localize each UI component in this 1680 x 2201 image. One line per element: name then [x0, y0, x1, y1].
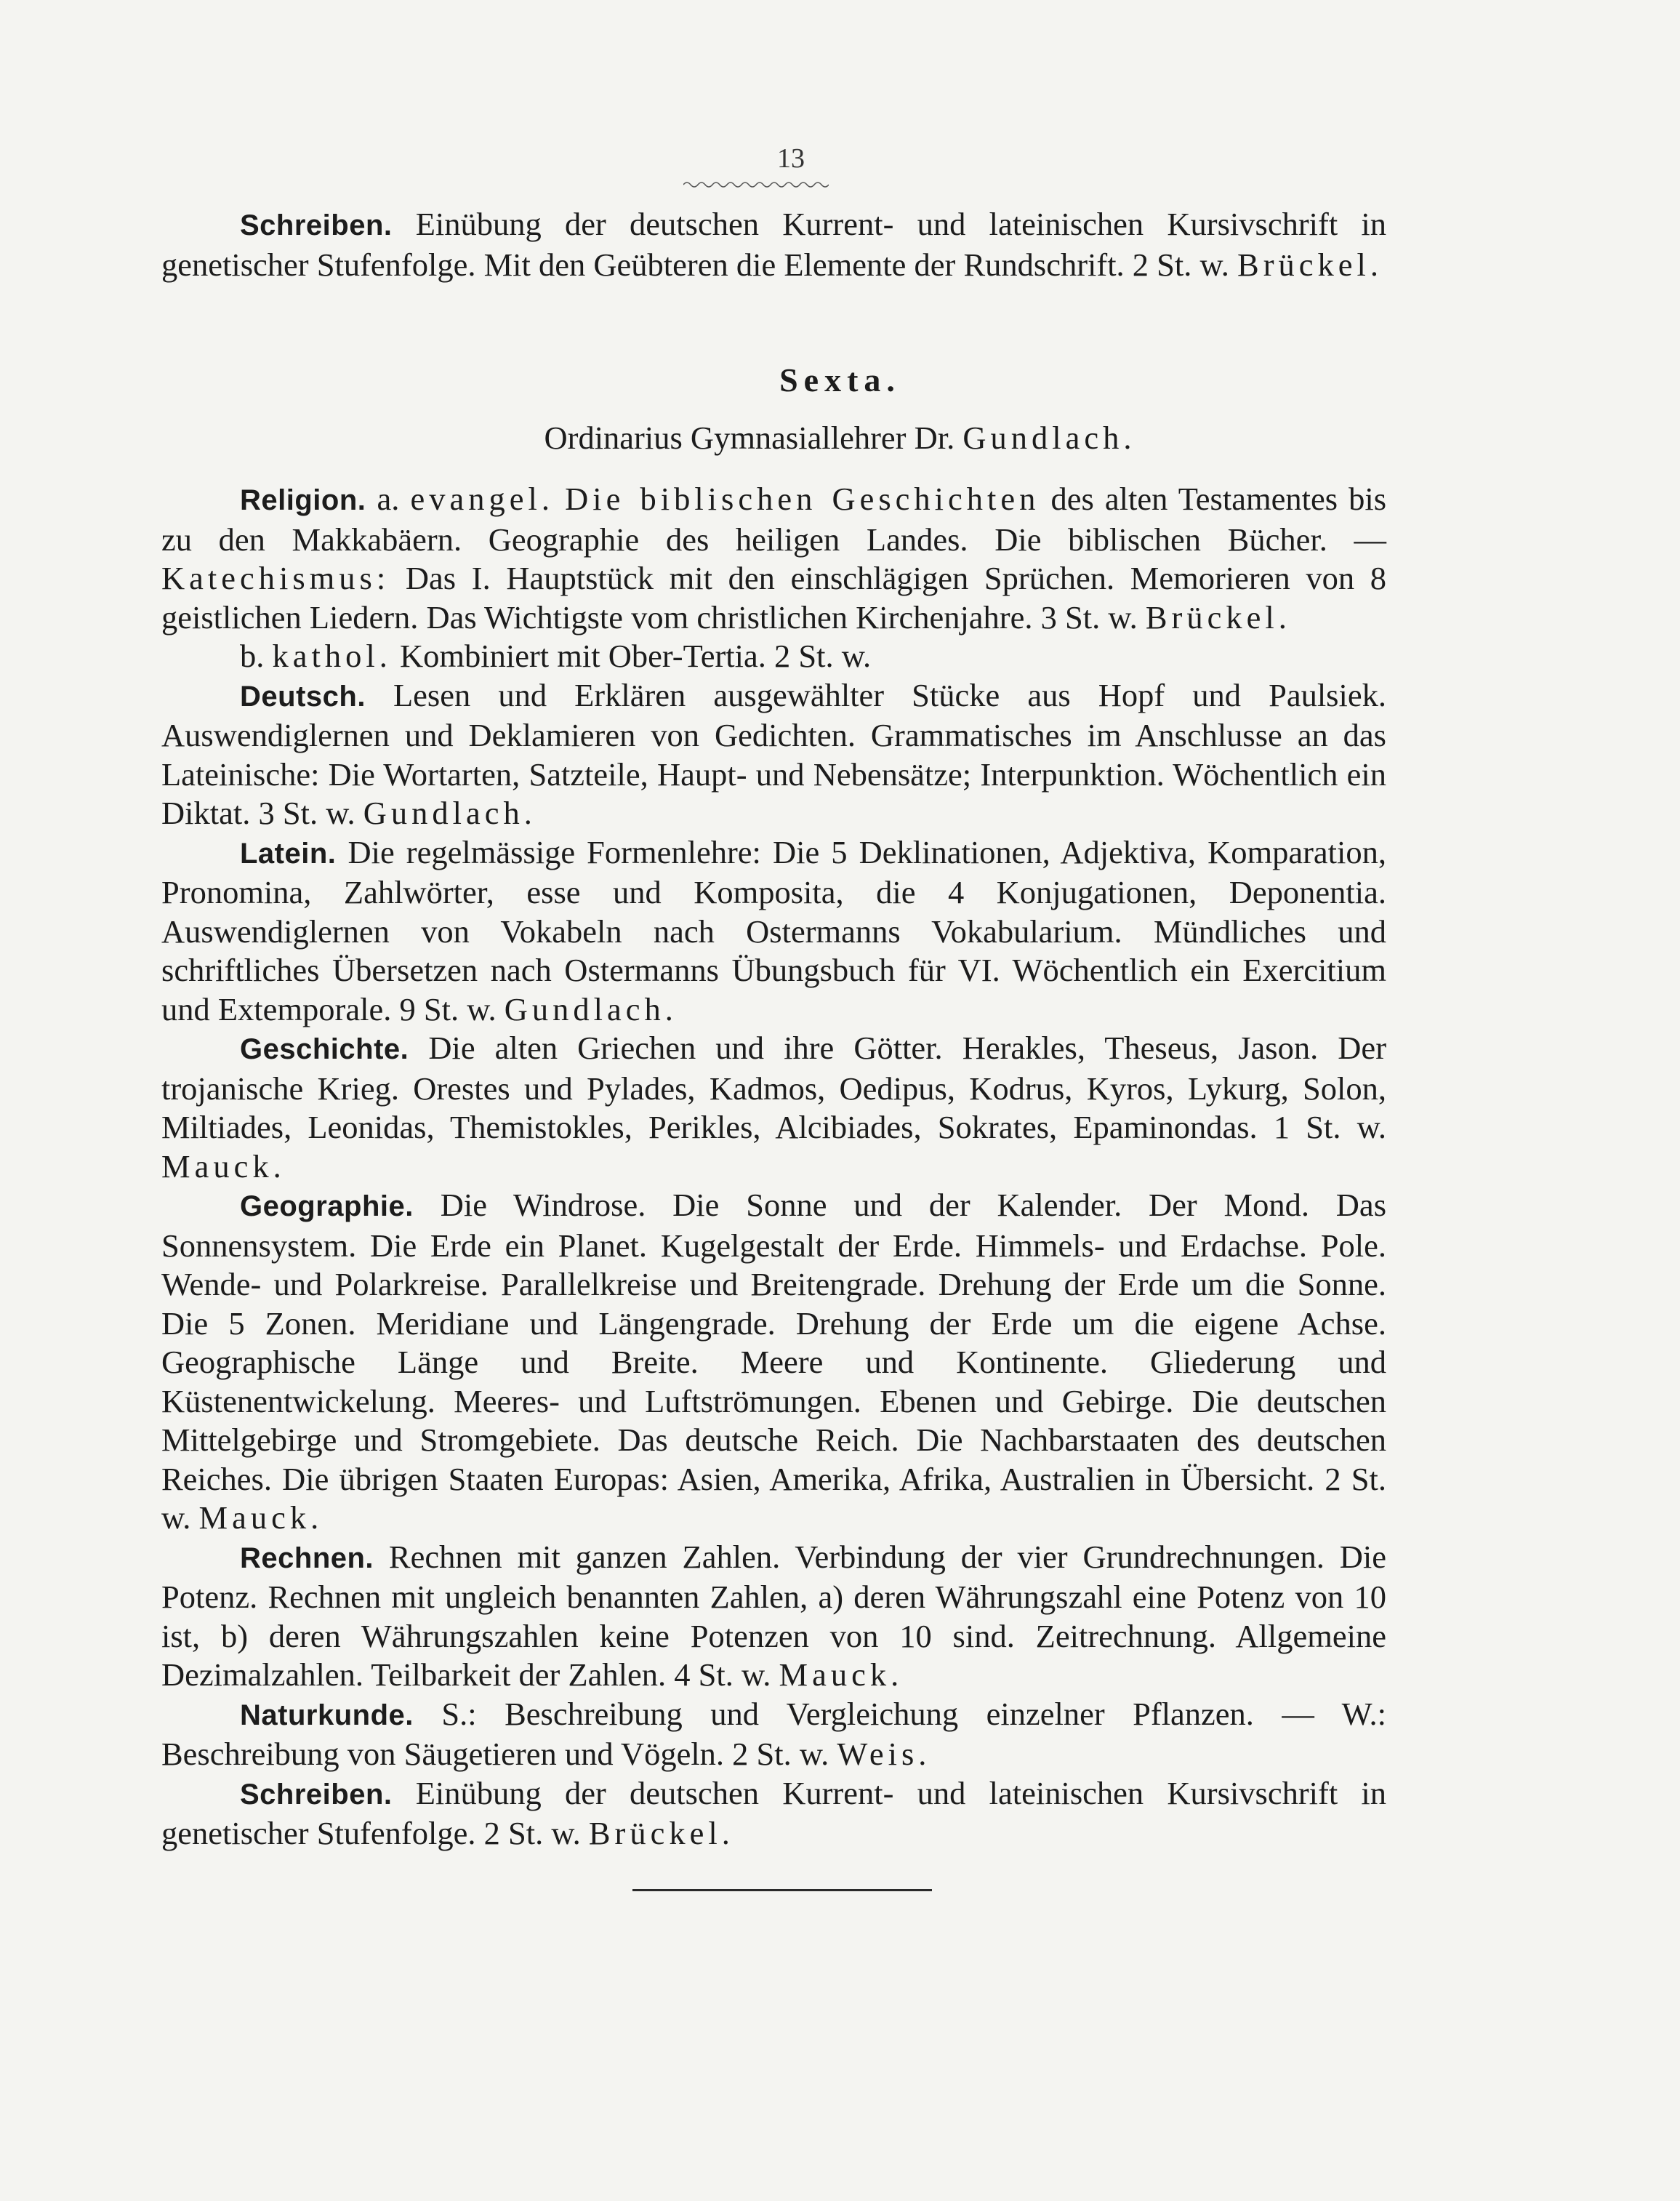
- religion-a-title: Die biblischen Geschichten: [565, 481, 1040, 517]
- geographie-teacher: Mauck.: [198, 1499, 323, 1536]
- subject-latein: [161, 833, 1386, 1030]
- naturkunde-teacher: Weis.: [837, 1736, 931, 1772]
- section-title: Sexta.: [779, 361, 901, 398]
- religion-b-confession: kathol.: [272, 638, 392, 674]
- ordinarius-text: Ordinarius Gymnasiallehrer Dr.: [544, 420, 955, 456]
- naturkunde-heading: Naturkunde.: [240, 1699, 414, 1731]
- rechnen-text: Rechnen mit ganzen Zahlen. Verbindung der vier Grundrechnungen. Die Potenz. Rechnen mit ungleich benannten Zahlen, a) deren Währungszahl eine Potenz von 10 ist, b) deren Währungszahlen keine Potenzen von 10 sind. Zeitrechnung. Allgemeine Dezimalzahlen. Teilbarkeit der Zahlen. 4 St. w.: [161, 1538, 1387, 1693]
- subjects-list: [161, 480, 1386, 1853]
- deutsch-heading: Deutsch.: [240, 680, 366, 713]
- subject-geschichte: [161, 1029, 1386, 1186]
- subject-rechnen: [161, 1538, 1386, 1695]
- religion-a-label: a.: [377, 481, 400, 517]
- rechnen-teacher: Mauck.: [779, 1656, 904, 1693]
- geographie-heading: Geographie.: [240, 1190, 414, 1222]
- intro-paragraph: [161, 205, 1386, 284]
- deutsch-teacher: Gundlach.: [363, 795, 536, 831]
- geschichte-text: Die alten Griechen und ihre Götter. Herakles, Theseus, Jason. Der trojanische Krieg. Orestes und Pylades, Kadmos, Oedipus, Kodrus, Kyros, Lykurg, Solon, Miltiades, Leonidas, Themistokles, Perikles, Alcibiades, Sokrates, Epaminondas. 1 St. w.: [161, 1030, 1387, 1145]
- schreiben-text: Einübung der deutschen Kurrent- und lateinischen Kursivschrift in genetischer Stufenfolge. 2 St. w.: [161, 1774, 1387, 1851]
- religion-b-line: [161, 637, 1386, 676]
- subject-geographie: [161, 1186, 1386, 1538]
- religion-b-text: Kombiniert mit Ober-Tertia. 2 St. w.: [399, 638, 872, 674]
- latein-teacher: Gundlach.: [504, 990, 678, 1027]
- religion-b-label: b.: [240, 638, 265, 674]
- deutsch-text: Lesen und Erklären ausgewählter Stücke aus Hopf und Paulsiek. Auswendiglernen und Deklamieren von Gedichten. Grammatisches im Anschlusse an das Lateinische: Die Wortarten, Satzteile, Haupt- und Nebensätze; Interpunktion. Wöchentlich ein Diktat. 3 St. w.: [161, 676, 1386, 831]
- religion-a-text1: des alten Testamentes bis zu den Makkabäern. Geographie des heiligen Landes. Die biblischen Bücher. —: [161, 481, 1387, 558]
- intro-text: Einübung der deutschen Kurrent- und lateinischen Kursivschrift in genetischer Stufenfolge. Mit den Geübteren die Elemente der Rundschrift. 2 St. w.: [161, 206, 1387, 283]
- intro-heading: Schreiben.: [240, 209, 393, 241]
- religion-a-text2: Das I. Hauptstück mit den einschlägigen Sprüchen. Memorieren von 8 geistlichen Liedern. Das Wichtigste vom christlichen Kirchenjahre. 3 St. w.: [161, 560, 1387, 636]
- religion-heading: Religion.: [240, 484, 366, 516]
- schreiben-teacher: Brückel.: [588, 1815, 734, 1851]
- naturkunde-text: S.: Beschreibung und Vergleichung einzelner Pflanzen. — W.: Beschreibung von Säugetieren und Vögeln. 2 St. w.: [161, 1695, 1386, 1772]
- latein-heading: Latein.: [240, 837, 337, 870]
- subject-deutsch: [161, 676, 1386, 833]
- intro-teacher: Brückel.: [1237, 246, 1383, 283]
- subject-naturkunde: [161, 1695, 1386, 1774]
- ordinarius-line: [0, 419, 1680, 457]
- closing-rule: [632, 1889, 932, 1891]
- latein-text: Die regelmässige Formenlehre: Die 5 Deklinationen, Adjektiva, Komparation, Pronomina, Zahlwörter, esse und Komposita, die 4 Konjugationen, Deponentia. Auswendiglernen von Vokabeln nach Ostermanns Vokabularium. Mündliches und schriftliches Übersetzen nach Ostermanns Übungsbuch für VI. Wöchentlich ein Exercitium und Extemporale. 9 St. w.: [161, 833, 1387, 1027]
- geographie-text: Die Windrose. Die Sonne und der Kalender. Der Mond. Das Sonnensystem. Die Erde ein Planet. Kugelgestalt der Erde. Himmels- und Erdachse. Pole. Wende- und Polarkreise. Parallelkreise und Breitengrade. Drehung der Erde um die Sonne. Die 5 Zonen. Meridiane und Längengrade. Drehung der Erde um die eigene Achse. Geographische Länge und Breite. Meere und Kontinente. Gliederung und Küstenentwickelung. Meeres- und Luftströmungen. Ebenen und Gebirge. Die deutschen Mittelgebirge und Stromgebiete. Das deutsche Reich. Die Nachbarstaaten des deutschen Reiches. Die übrigen Staaten Europas: Asien, Amerika, Afrika, Australien in Übersicht. 2 St. w.: [161, 1187, 1387, 1536]
- page-number: 13: [777, 143, 805, 174]
- rechnen-heading: Rechnen.: [240, 1541, 374, 1574]
- religion-a-confession: evangel.: [410, 481, 554, 517]
- geschichte-teacher: Mauck.: [161, 1147, 286, 1184]
- subject-schreiben: [161, 1774, 1386, 1853]
- geschichte-heading: Geschichte.: [240, 1033, 409, 1065]
- subject-religion: [161, 480, 1386, 637]
- ornament-squiggle: [683, 179, 829, 189]
- religion-katechismus: Katechismus:: [161, 560, 390, 596]
- ordinarius-name: Gundlach.: [962, 420, 1136, 456]
- schreiben-heading: Schreiben.: [240, 1778, 393, 1811]
- religion-a-teacher: Brückel.: [1145, 598, 1291, 636]
